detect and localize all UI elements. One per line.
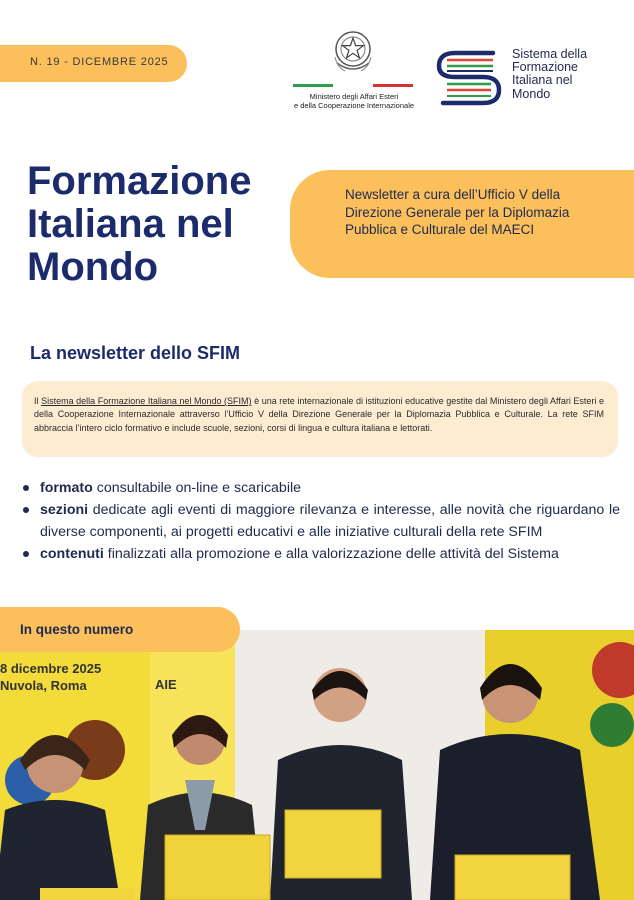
list-item-bold: sezioni [40, 502, 89, 518]
sfim-logo-icon [435, 47, 505, 107]
issue-label: N. 19 - DICEMBRE 2025 [30, 56, 169, 68]
list-item-bold: formato [40, 480, 93, 496]
event-photo [0, 630, 634, 900]
description-rest: è una rete internazionale di istituzioni educative gestite dal Ministero degli Affari Esteri e della Cooperazione Internazionale attraverso l’Ufficio V della Direzione Generale per la Diplomazia Pubblica e Culturale. La rete SFIM abbraccia l’intero ciclo formativo e include scuole, sezioni, corsi di lingua e cultura italiana e lettorati. [34, 396, 604, 433]
in-this-issue-badge [0, 607, 240, 652]
list-item [20, 499, 620, 543]
sfim-link[interactable]: Sistema della Formazione Italiana nel Mondo (SFIM) [41, 396, 252, 406]
intro-text: Newsletter a cura dell’Ufficio V della Direzione Generale per la Diplomazia Pubblica e Culturale del MAECI [345, 187, 570, 237]
description-text [34, 395, 604, 435]
bullet-icon [23, 507, 29, 513]
ministry-line-2: e della Cooperazione Internazionale [293, 101, 415, 110]
italian-flag-stripe [293, 84, 413, 87]
newsletter-title [27, 160, 297, 289]
title-line-1: Formazione [27, 159, 252, 203]
sfim-line-3: Italiana nel [512, 73, 573, 88]
bullet-icon [23, 551, 29, 557]
sfim-line-1: Sistema della [512, 47, 588, 61]
sfim-line-2: Formazione [512, 60, 578, 75]
section-subtitle: La newsletter dello SFIM [30, 343, 241, 363]
list-item-text: finalizzati alla promozione e alla valorizzazione delle attività del Sistema [103, 546, 559, 562]
list-item [20, 477, 620, 499]
title-line-2: Italiana nel [27, 202, 234, 246]
issue-badge [0, 45, 187, 82]
description-prefix: Il [34, 396, 42, 406]
feature-list [20, 477, 620, 565]
italian-republic-emblem-icon [331, 27, 375, 77]
list-item-text: dedicate agli eventi di maggiore rilevanza e interesse, alle novità che riguardano le diverse componenti, ai progetti educativi e alle iniziative culturali della rete SFIM [40, 502, 620, 540]
in-this-issue-label: In questo numero [20, 622, 134, 637]
intro-callout [290, 170, 634, 278]
photo-caption [0, 660, 101, 694]
sfim-wordmark [512, 48, 622, 101]
photo-caption-place: Nuvola, Roma [0, 678, 87, 693]
photo-caption-date: 8 dicembre 2025 [0, 661, 102, 676]
list-item-text: consultabile on-line e scaricabile [92, 480, 302, 496]
sfim-line-4: Mondo [512, 86, 551, 101]
list-item [20, 543, 620, 565]
list-item-bold: contenuti [40, 546, 104, 562]
ministry-line-1: Ministero degli Affari Esteri [309, 92, 399, 101]
description-box [22, 381, 618, 457]
ministry-name [276, 92, 432, 110]
bullet-icon [23, 485, 29, 491]
aie-label: AIE [155, 677, 177, 692]
title-line-3: Mondo [27, 245, 159, 289]
